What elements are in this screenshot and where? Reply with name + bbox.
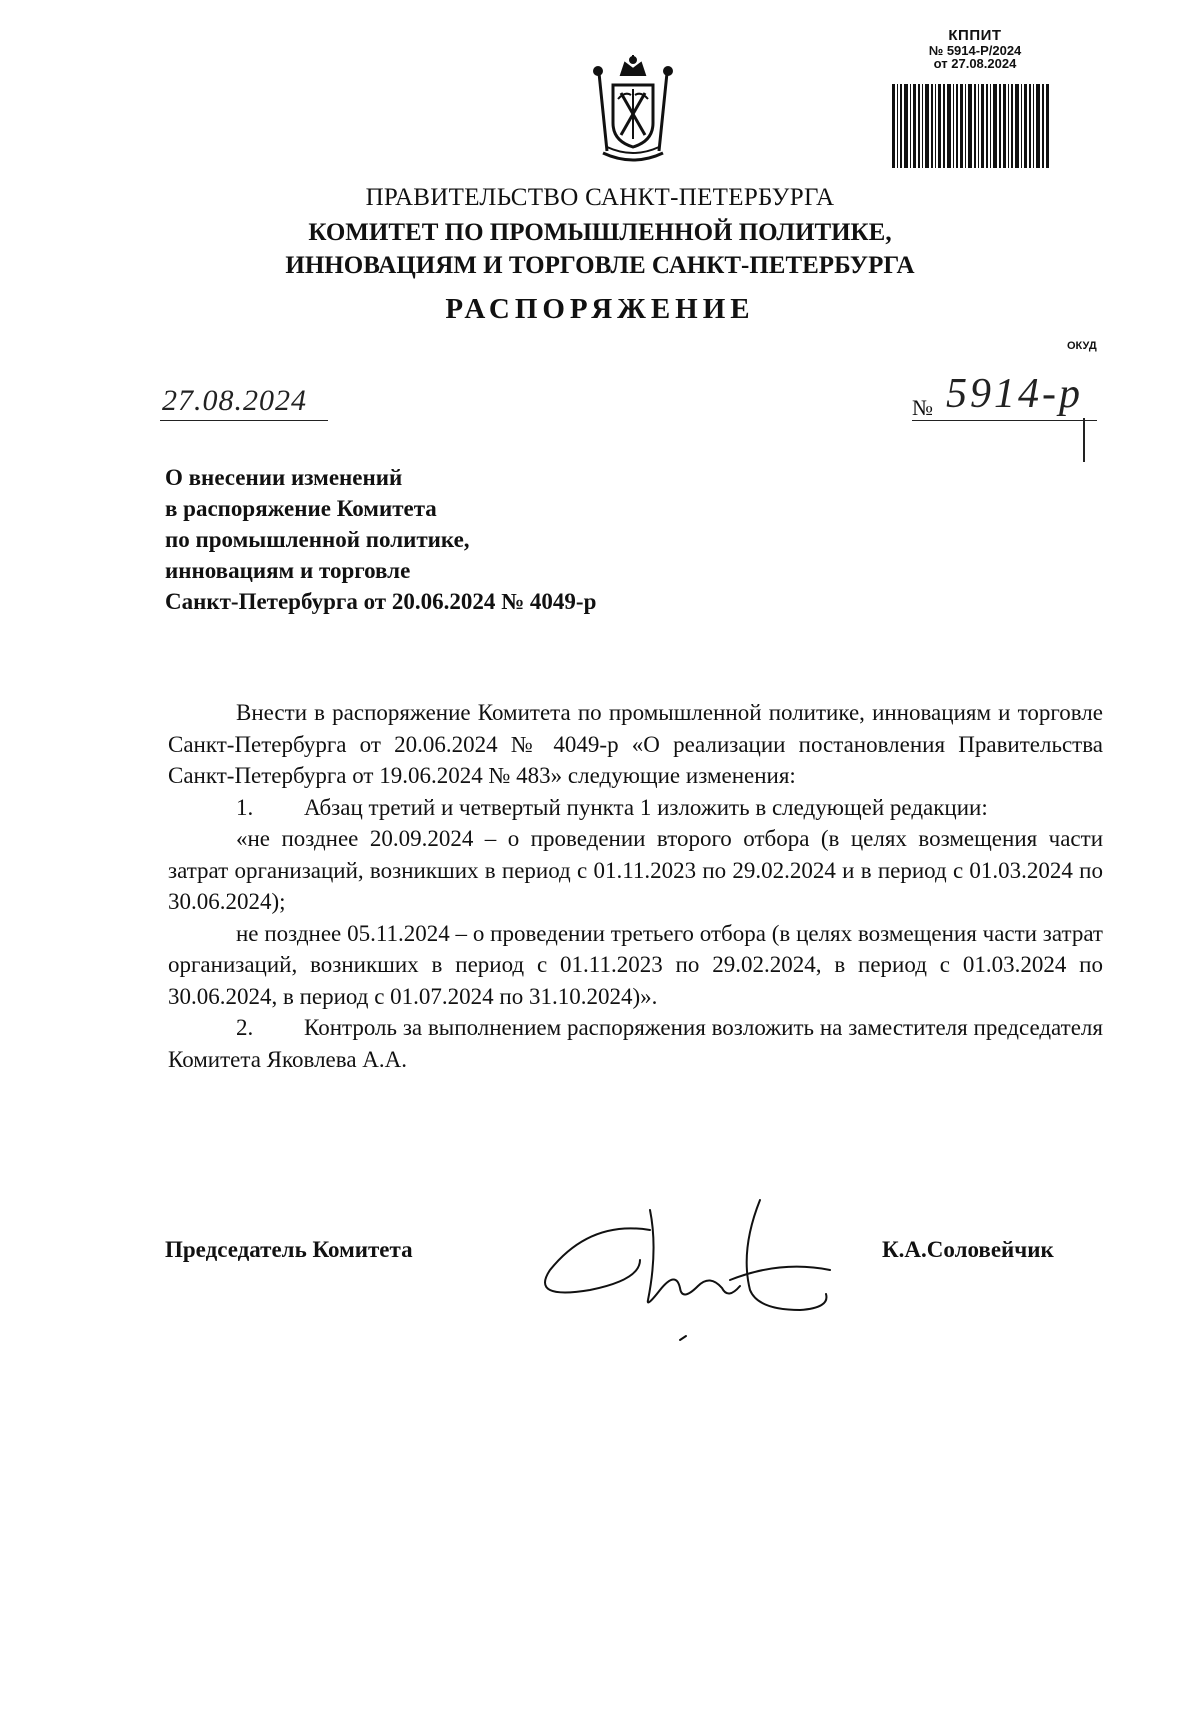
document-body [168,697,1103,1075]
item-2 [168,1012,1103,1075]
quote-paragraph-2: не позднее 05.11.2024 – о проведении третьего отбора (в целях возмещения части затрат организаций, возникших в период с 01.11.2023 по 29.02.2024, в период с 01.03.2024 по 30.06.2024, в период с 01.07.2024 по 31.10.2024)». [168,920,1103,1009]
registration-stamp [895,28,1055,71]
stamp-number: № 5914-Р/2024 [928,42,1022,58]
coat-of-arms-icon [585,55,681,167]
okud-label: ОКУД [1067,340,1097,352]
item-1-number: 1. [236,794,254,820]
stamp-date: от 27.08.2024 [933,56,1017,72]
intro-paragraph: Внести в распоряжение Комитета по промышленной политике, инновациям и торговле Санкт-Петербурга от 20.06.2024 № 4049-р «О реализации постановления Правительства Санкт-Петербурга от 19.06.2024 № 483» следующие изменения: [168,700,1103,788]
subject-line: О внесении изменений [165,465,403,490]
document-subject [165,462,596,617]
document-number: 5914-р [946,371,1083,417]
handwritten-signature [530,1190,850,1350]
number-underline [912,420,1097,421]
item-2-text: Контроль за выполнением распоряжения возложить на заместителя председателя Комитета Яковлева А.А. [168,1015,1103,1072]
committee-name-line2: ИННОВАЦИЯМ И ТОРГОВЛЕ САНКТ-ПЕТЕРБУРГА [285,252,915,279]
signatory-position: Председатель Комитета [165,1237,413,1262]
subject-line: по промышленной политике, [165,527,470,552]
subject-line: инновациям и торговле [165,558,411,583]
barcode [892,84,1050,168]
item-1-text: Абзац третий и четвертый пункта 1 изложить в следующей редакции: [304,794,988,820]
signatory-name: К.А.Соловейчик [882,1237,1054,1262]
subject-line: Санкт-Петербурга от 20.06.2024 № 4049-р [165,589,597,614]
item-1 [168,792,1103,824]
subject-line: в распоряжение Комитета [165,496,437,521]
quote-paragraph-1: «не позднее 20.09.2024 – о проведении второго отбора (в целях возмещения части затрат организаций, возникших в период с 01.11.2023 по 29.02.2024 и в период с 01.03.2024 по 30.06.2024); [168,826,1103,914]
stamp-org: КППИТ [948,27,1002,44]
government-name: ПРАВИТЕЛЬСТВО САНКТ-ПЕТЕРБУРГА [365,184,835,211]
item-2-number: 2. [236,1015,254,1040]
number-prefix: № [912,395,933,420]
number-mark [1083,418,1085,462]
date-underline [160,420,328,421]
document-type: РАСПОРЯЖЕНИЕ [445,293,755,325]
committee-name-line1: КОМИТЕТ ПО ПРОМЫШЛЕННОЙ ПОЛИТИКЕ, [308,219,892,246]
document-date: 27.08.2024 [162,384,307,417]
